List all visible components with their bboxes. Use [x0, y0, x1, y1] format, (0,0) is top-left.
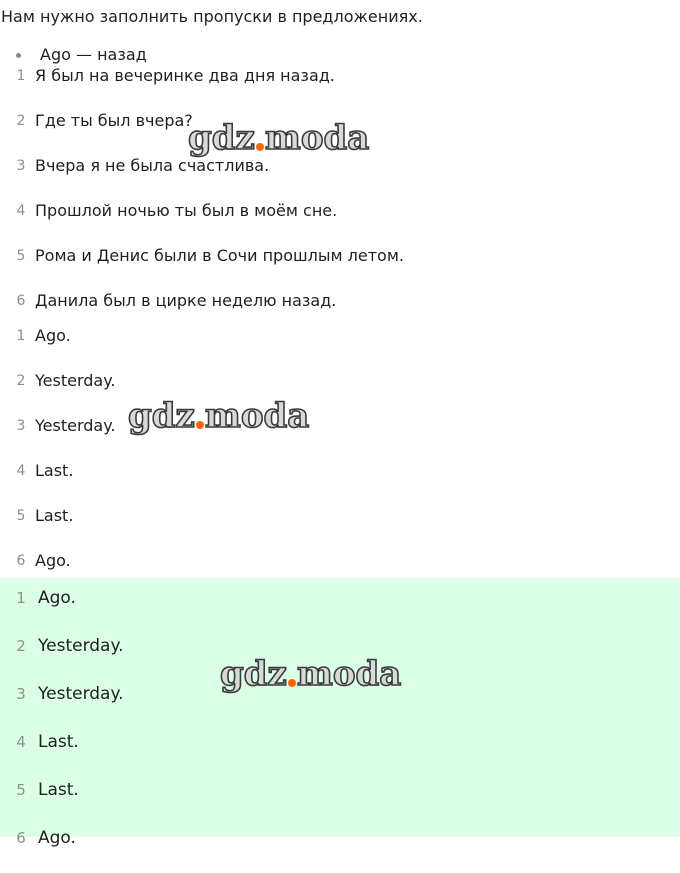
item-text: Last. [38, 780, 79, 800]
item-text: Где ты был вчера? [35, 111, 193, 130]
watermark-logo [128, 396, 310, 436]
item-number: 2 [16, 637, 26, 655]
watermark-left: gdz [128, 396, 195, 436]
item-text: Last. [35, 461, 74, 480]
item-text: Рома и Денис были в Сочи прошлым летом. [35, 246, 404, 265]
item-text: Yesterday. [38, 684, 124, 704]
watermark-right: moda [264, 118, 370, 158]
item-text: Yesterday. [35, 371, 116, 390]
item-number: 5 [16, 781, 26, 799]
watermark-logo [188, 118, 370, 158]
intro-text: Нам нужно заполнить пропуски в предложениях. [1, 7, 423, 26]
watermark-right: moda [296, 654, 402, 694]
item-text: Вчера я не была счастлива. [35, 156, 270, 175]
bullet-dot-icon [16, 53, 21, 58]
highlighted-answer-block [0, 578, 680, 848]
item-number: 3 [16, 685, 26, 703]
item-text: Ago. [38, 828, 76, 848]
item-text: Ago. [35, 326, 71, 345]
item-number: 5 [16, 508, 26, 524]
watermark-right: moda [204, 396, 310, 436]
bullet-text: Ago — назад [40, 45, 147, 64]
item-number: 2 [16, 373, 26, 389]
item-number: 4 [16, 733, 26, 751]
item-text: Прошлой ночью ты был в моём сне. [35, 201, 338, 220]
item-number: 4 [16, 203, 26, 219]
item-number: 4 [16, 463, 26, 479]
item-number: 6 [16, 829, 26, 847]
item-number: 6 [16, 553, 26, 569]
item-text: Yesterday. [35, 416, 116, 435]
item-number: 3 [16, 158, 26, 174]
item-text: Ago. [38, 588, 76, 608]
watermark-dot-icon [256, 143, 264, 151]
item-number: 3 [16, 418, 26, 434]
item-number: 2 [16, 113, 26, 129]
item-number: 1 [16, 589, 26, 607]
item-text: Ago. [35, 551, 71, 570]
item-number: 5 [16, 248, 26, 264]
item-text: Last. [38, 732, 79, 752]
watermark-left: gdz [220, 654, 287, 694]
item-text: Я был на вечеринке два дня назад. [35, 66, 335, 85]
item-text: Last. [35, 506, 74, 525]
item-number: 1 [16, 328, 26, 344]
item-number: 1 [16, 68, 26, 84]
item-number: 6 [16, 293, 26, 309]
watermark-dot-icon [196, 421, 204, 429]
item-text: Данила был в цирке неделю назад. [35, 291, 337, 310]
watermark-left: gdz [188, 118, 255, 158]
bullet-item [0, 44, 680, 64]
item-text: Yesterday. [38, 636, 124, 656]
